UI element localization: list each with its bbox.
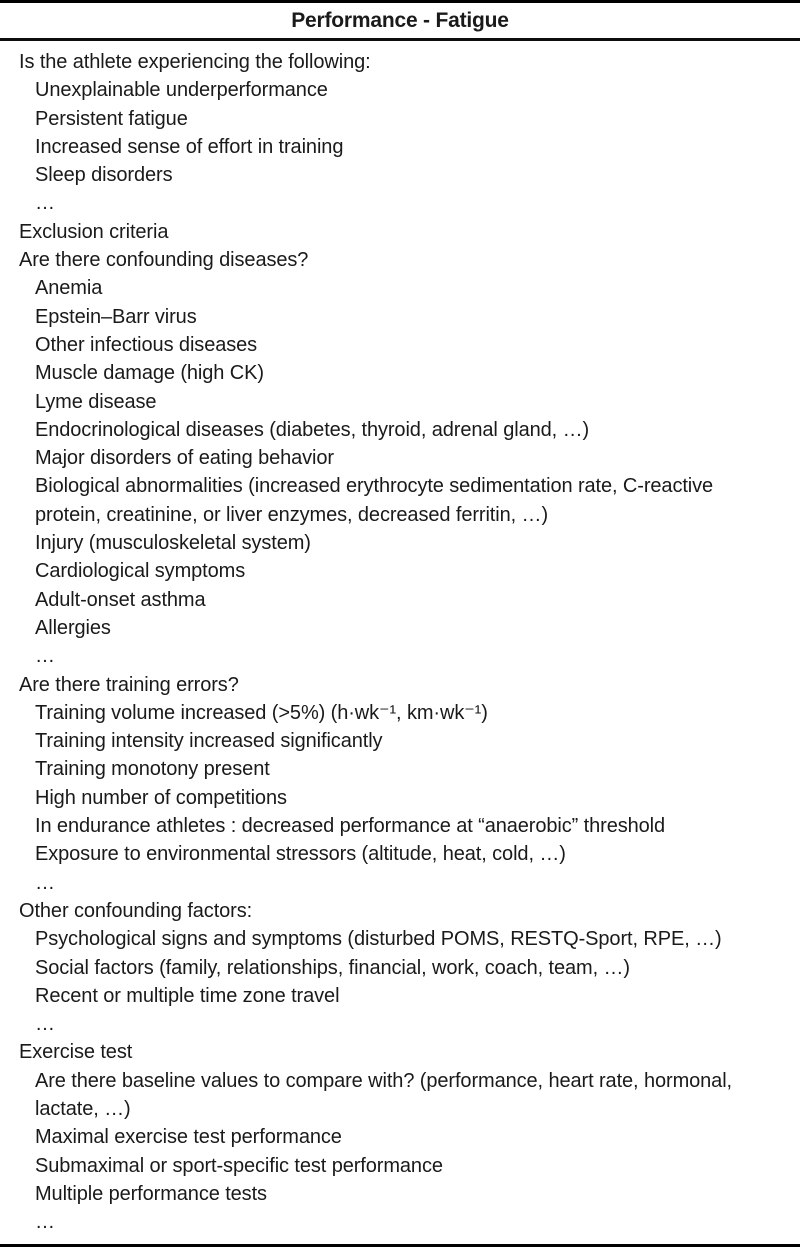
table-row: Are there confounding diseases? xyxy=(19,249,309,272)
table-row: Other confounding factors: xyxy=(19,899,253,922)
table-body xyxy=(0,41,800,1236)
table-row: Social factors (family, relationships, financial, work, coach, team, …) xyxy=(35,956,630,979)
table-row: Are there training errors? xyxy=(19,673,239,696)
table-row: Muscle damage (high CK) xyxy=(35,362,264,385)
table-row: In endurance athletes : decreased performance at “anaerobic” threshold xyxy=(35,815,666,838)
table-row: … xyxy=(35,192,55,215)
table-row: Increased sense of effort in training xyxy=(35,135,344,158)
table-row: Training intensity increased significantly xyxy=(35,730,383,753)
table-row: Exercise test xyxy=(19,1041,133,1064)
table-row: Psychological signs and symptoms (disturbed POMS, RESTQ-Sport, RPE, …) xyxy=(35,928,722,951)
table-row: Multiple performance tests xyxy=(35,1182,267,1205)
table-row: High number of competitions xyxy=(35,786,287,809)
table-row: Are there baseline values to compare with? (performance, heart rate, hormonal, xyxy=(35,1069,733,1092)
table-row: Recent or multiple time zone travel xyxy=(35,984,340,1007)
table-row: … xyxy=(35,1211,55,1234)
table-row: Allergies xyxy=(35,616,111,639)
table-row: Exclusion criteria xyxy=(19,220,169,243)
table-row: Cardiological symptoms xyxy=(35,560,246,583)
table-row: lactate, …) xyxy=(35,1097,131,1120)
table-row: Lyme disease xyxy=(35,390,157,413)
table-row: Endocrinological diseases (diabetes, thyroid, adrenal gland, …) xyxy=(35,418,590,441)
table-row: … xyxy=(35,871,55,894)
table-row: Major disorders of eating behavior xyxy=(35,447,334,470)
table-row: Anemia xyxy=(35,277,103,300)
table-row: Training volume increased (>5%) (h·wk⁻¹, km·wk⁻¹) xyxy=(35,701,488,724)
table-row: Injury (musculoskeletal system) xyxy=(35,532,311,555)
table-row: Biological abnormalities (increased erythrocyte sedimentation rate, C-reactive xyxy=(35,475,714,498)
table-row: Exposure to environmental stressors (altitude, heat, cold, …) xyxy=(35,843,566,866)
table-row: Epstein–Barr virus xyxy=(35,305,197,328)
table-row: Training monotony present xyxy=(35,758,270,781)
table-row: Is the athlete experiencing the following: xyxy=(19,51,371,73)
table-row: … xyxy=(35,645,55,668)
table-row: Other infectious diseases xyxy=(35,333,258,356)
table-row: Adult-onset asthma xyxy=(35,588,206,611)
table-title: Performance - Fatigue xyxy=(291,8,509,32)
table-row: Persistent fatigue xyxy=(35,107,188,130)
table-row: … xyxy=(35,1013,55,1036)
table-row: Maximal exercise test performance xyxy=(35,1126,342,1149)
table-row: protein, creatinine, or liver enzymes, decreased ferritin, …) xyxy=(35,503,549,526)
table-row: Submaximal or sport-specific test performance xyxy=(35,1154,443,1177)
table-row: Unexplainable underperformance xyxy=(35,79,328,102)
table-row: Sleep disorders xyxy=(35,164,173,187)
table-header xyxy=(0,3,800,41)
